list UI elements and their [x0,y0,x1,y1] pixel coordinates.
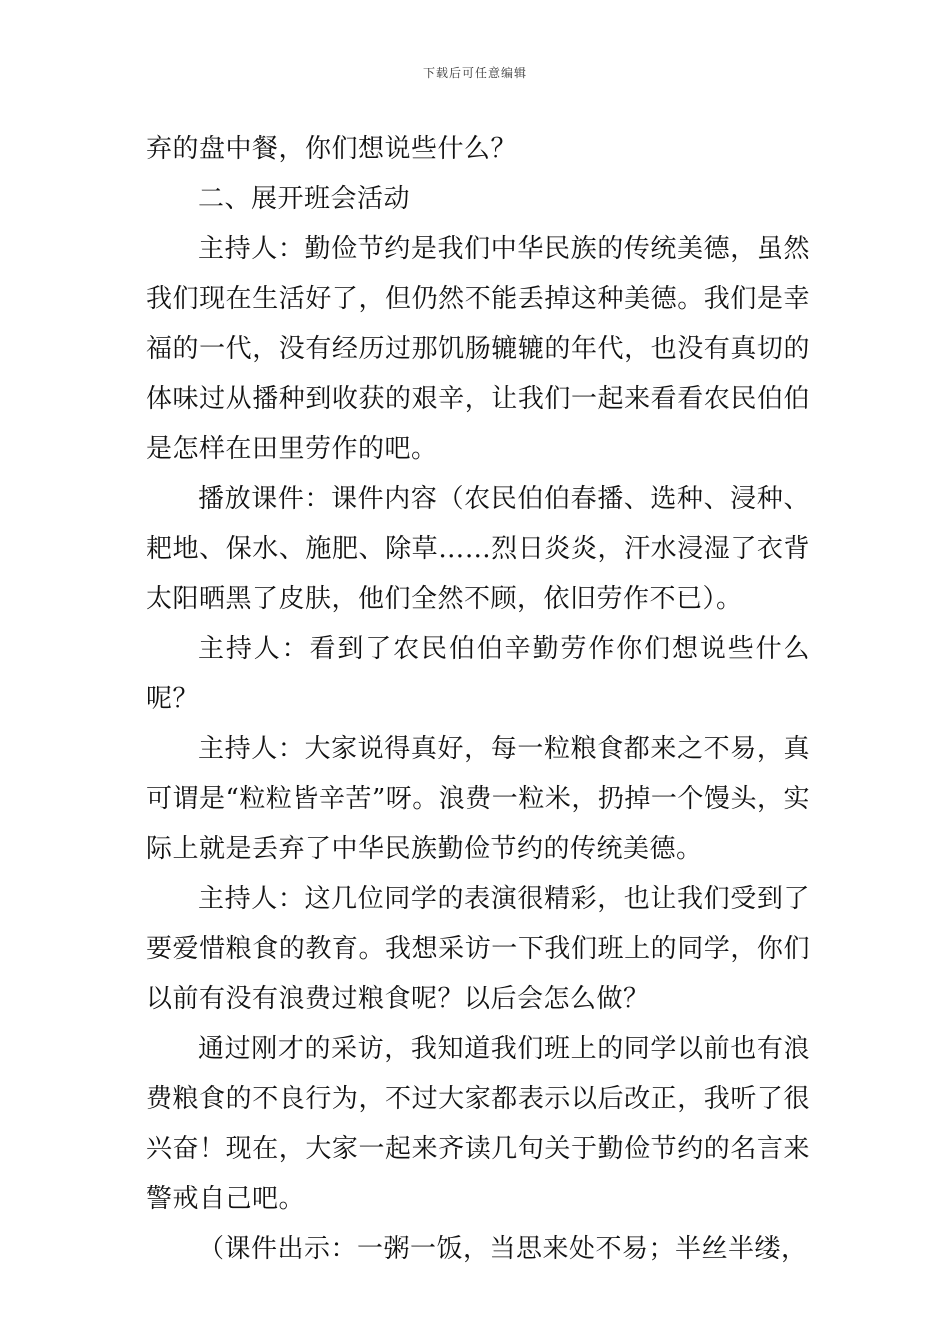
document-body [146,124,810,1274]
page-header-note: 下载后可任意编辑 [422,66,527,80]
paragraph-host-summary: 主持人：大家说得真好，每一粒粮食都来之不易，真可谓是“粒粒皆辛苦”呀。浪费一粒米，扔掉一个馒头，实际上就是丢弃了中华民族勤俭节约的传统美德。 [146,734,810,864]
paragraph-continuation: 弃的盘中餐，你们想说些什么？ [146,134,518,164]
section-heading: 二、展开班会活动 [198,184,411,214]
paragraph-reflection: 通过刚才的采访，我知道我们班上的同学以前也有浪费粮食的不良行为，不过大家都表示以后改正，我听了很兴奋！现在，大家一起来齐读几句关于勤俭节约的名言来警戒自己吧。 [146,1034,810,1214]
paragraph-host-intro: 主持人：勤俭节约是我们中华民族的传统美德，虽然我们现在生活好了，但仍然不能丢掉这种美德。我们是幸福的一代，没有经历过那饥肠辘辘的年代，也没有真切的体味过从播种到收获的艰辛，让我们一起来看看农民伯伯是怎样在田里劳作的吧。 [146,234,810,464]
paragraph-host-interview: 主持人：这几位同学的表演很精彩，也让我们受到了要爱惜粮食的教育。我想采访一下我们班上的同学，你们以前有没有浪费过粮食呢？以后会怎么做？ [146,884,810,1014]
paragraph-courseware: 播放课件：课件内容（农民伯伯春播、选种、浸种、耙地、保水、施肥、除草……烈日炎炎，汗水浸湿了衣背太阳晒黑了皮肤，他们全然不顾，依旧劳作不已）。 [146,484,810,614]
paragraph-courseware-quote: （课件出示：一粥一饭，当思来处不易；半丝半缕， [198,1234,808,1264]
paragraph-host-question: 主持人：看到了农民伯伯辛勤劳作你们想说些什么呢？ [146,634,810,714]
